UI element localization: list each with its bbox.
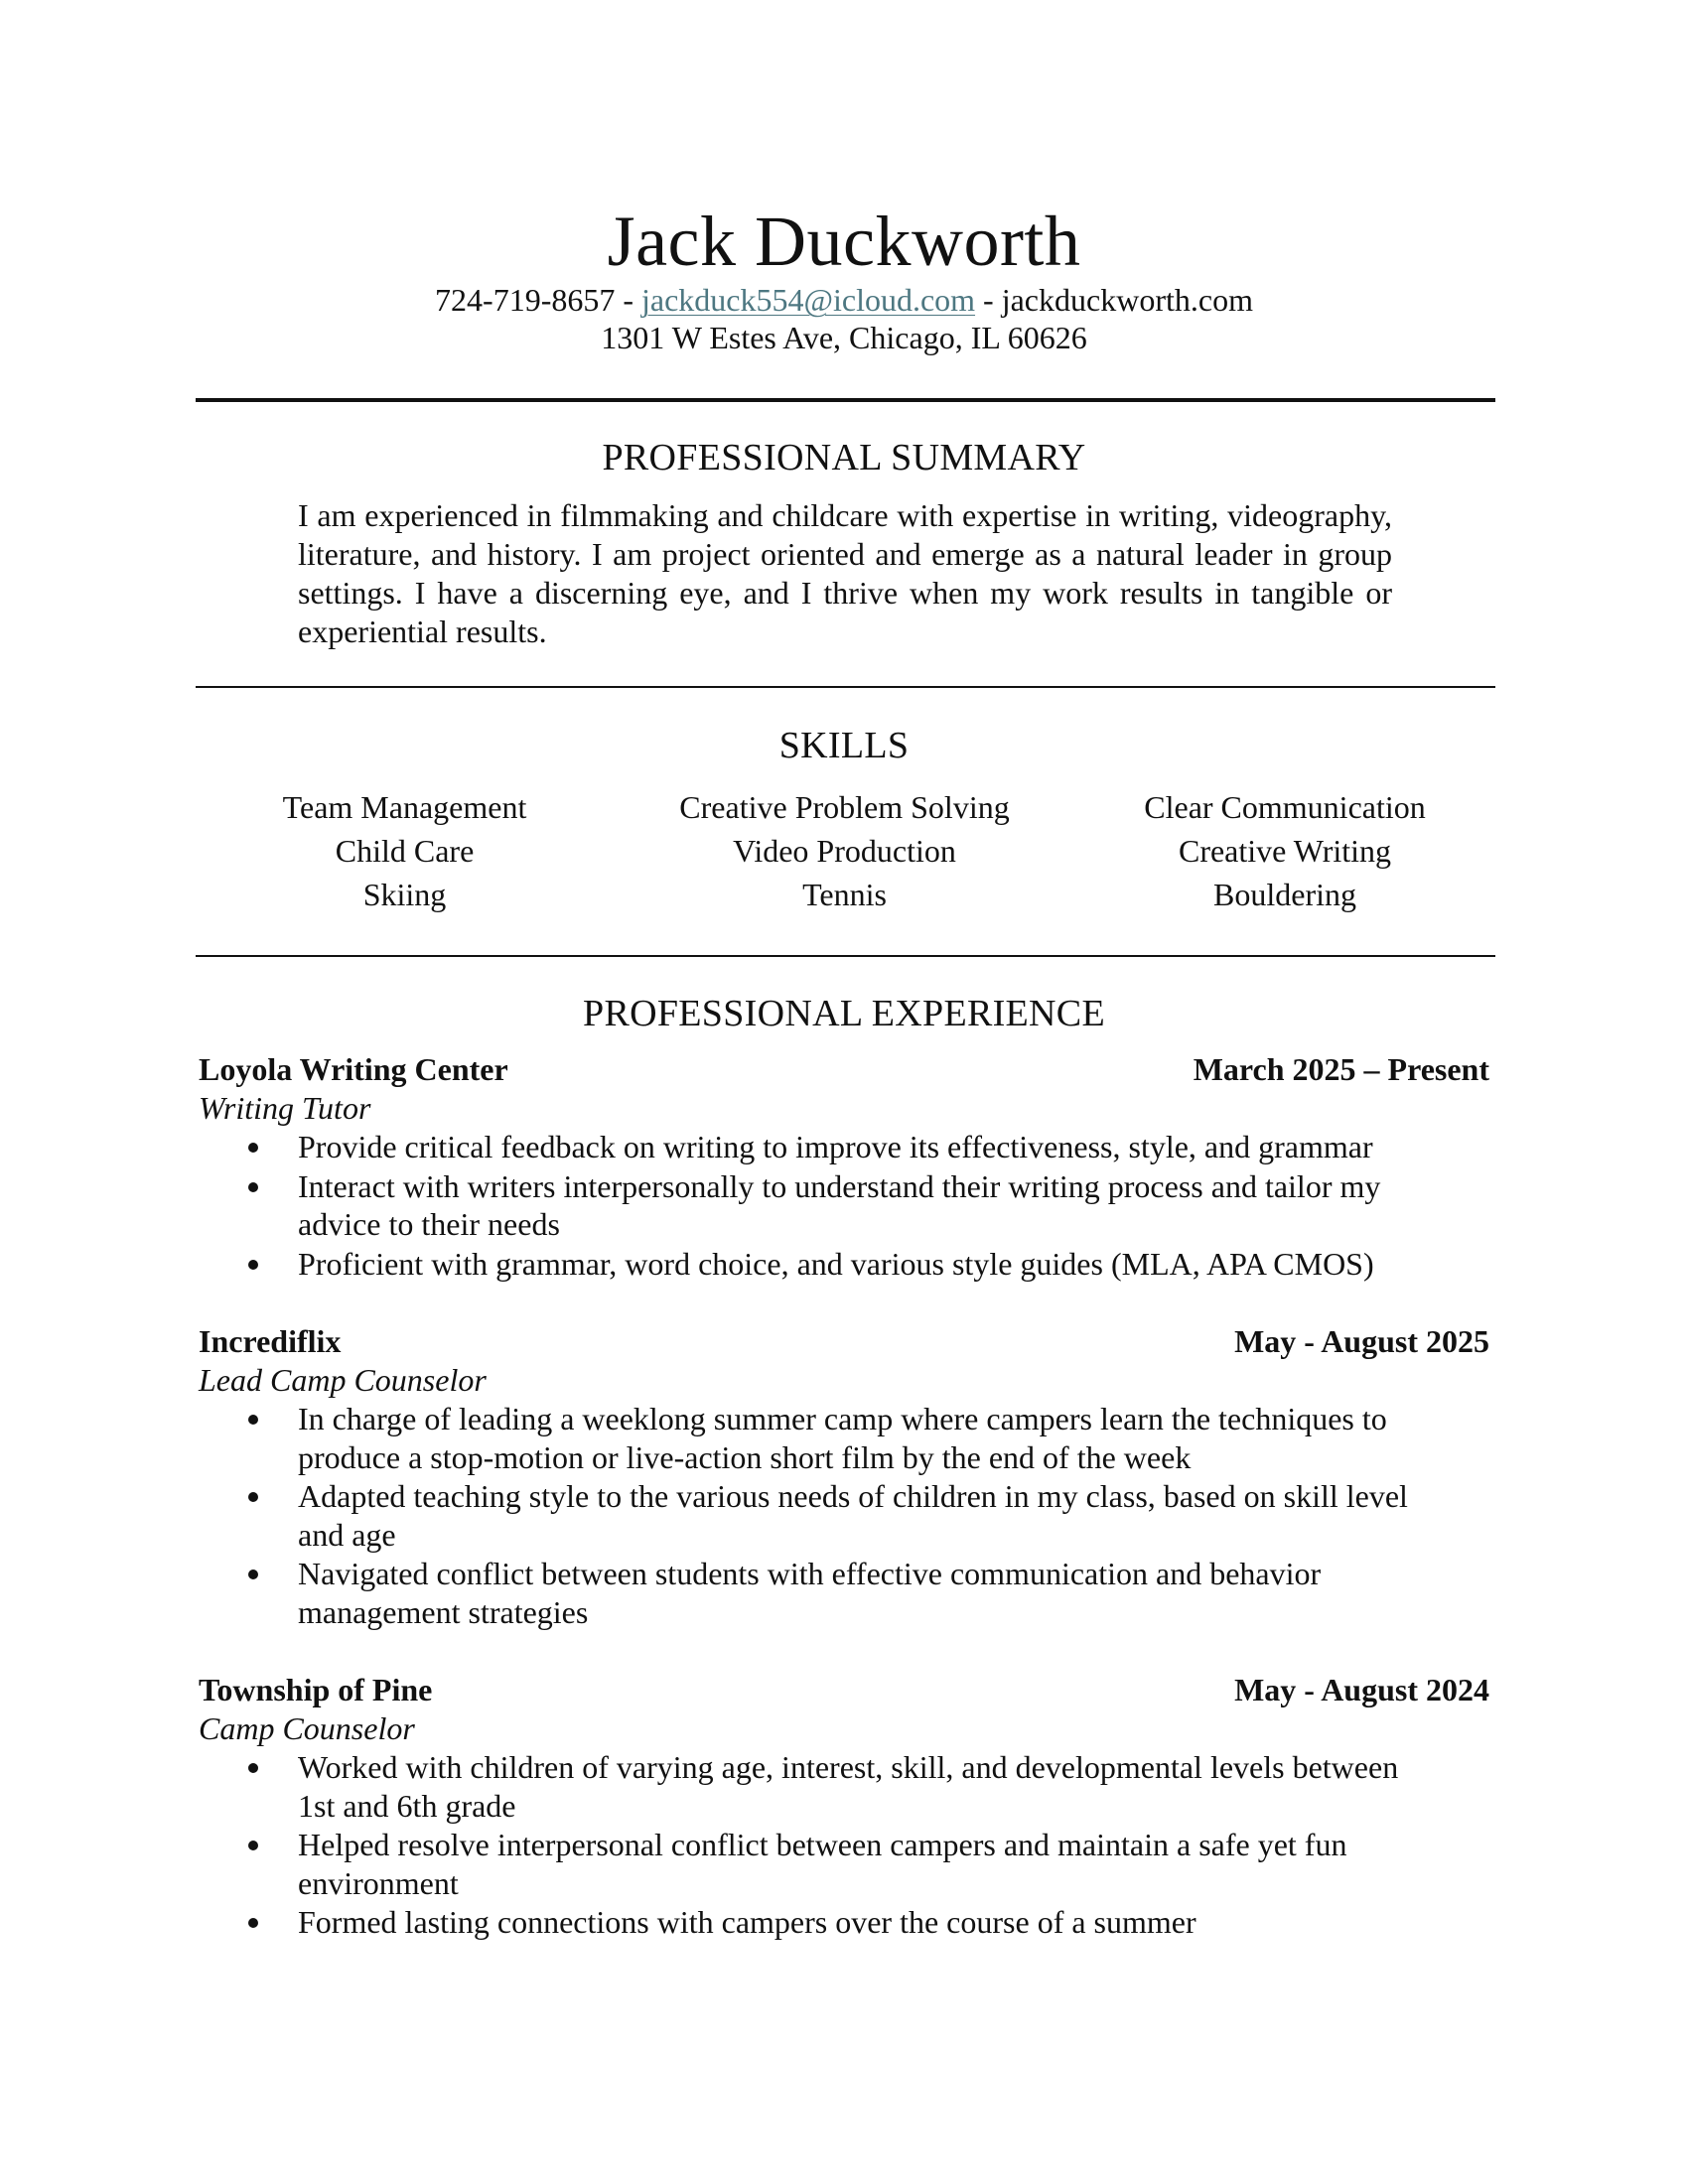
section-divider xyxy=(196,686,1495,688)
job-bullets xyxy=(199,1748,1489,1942)
job-entry xyxy=(199,1049,1489,1284)
job-role: Camp Counselor xyxy=(199,1710,415,1746)
bullet-text: Navigated conflict between students with effective communication and behavior management strategies xyxy=(298,1556,1322,1630)
bullet-text: Formed lasting connections with campers over the course of a summer xyxy=(298,1904,1196,1940)
bullet-icon xyxy=(248,1143,258,1153)
skill-item: Creative Problem Solving xyxy=(679,789,1010,825)
bullet-icon xyxy=(248,1841,258,1850)
bullet-text: Worked with children of varying age, interest, skill, and developmental levels between 1st and 6th grade xyxy=(298,1749,1399,1824)
bullet-text: Adapted teaching style to the various needs of children in my class, based on skill level and age xyxy=(298,1478,1408,1553)
job-bullet xyxy=(199,1826,1489,1902)
header-divider xyxy=(196,398,1495,402)
bullet-icon xyxy=(248,1415,258,1425)
candidate-name: Jack Duckworth xyxy=(607,202,1081,281)
job-entry xyxy=(199,1321,1489,1632)
skill-item: Clear Communication xyxy=(1144,789,1426,825)
job-company: Township of Pine xyxy=(199,1672,433,1707)
skill-item: Video Production xyxy=(733,833,956,869)
job-bullet xyxy=(199,1400,1489,1476)
bullet-icon xyxy=(248,1492,258,1502)
contact-line xyxy=(0,280,1688,320)
job-bullet xyxy=(199,1555,1489,1631)
job-bullets xyxy=(199,1400,1489,1631)
skill-item: Creative Writing xyxy=(1178,833,1392,869)
summary-heading: PROFESSIONAL SUMMARY xyxy=(602,437,1086,478)
job-company: Loyola Writing Center xyxy=(199,1051,508,1087)
skills-grid xyxy=(185,785,1505,916)
skill-item: Bouldering xyxy=(1213,877,1356,912)
job-role: Lead Camp Counselor xyxy=(199,1362,487,1398)
job-dates: March 2025 – Present xyxy=(1193,1051,1489,1087)
skill-item: Tennis xyxy=(802,877,887,912)
bullet-icon xyxy=(248,1763,258,1773)
job-bullet xyxy=(199,1748,1489,1825)
skill-item: Child Care xyxy=(335,833,475,869)
bullet-icon xyxy=(248,1918,258,1928)
job-bullet xyxy=(199,1477,1489,1554)
job-bullet xyxy=(199,1245,1489,1284)
skill-item: Team Management xyxy=(282,789,527,825)
bullet-text: Proficient with grammar, word choice, and various style guides (MLA, APA CMOS) xyxy=(298,1245,1374,1282)
bullet-text: Helped resolve interpersonal conflict between campers and maintain a safe yet fun environment xyxy=(298,1827,1347,1901)
job-role: Writing Tutor xyxy=(199,1090,371,1126)
contact-separator: - xyxy=(615,282,641,318)
email-link[interactable]: jackduck554@icloud.com xyxy=(641,282,976,318)
phone-number: 724-719-8657 xyxy=(435,282,616,318)
job-header xyxy=(199,1670,1489,1709)
job-dates: May - August 2024 xyxy=(1234,1672,1489,1707)
bullet-text: Provide critical feedback on writing to improve its effectiveness, style, and grammar xyxy=(298,1129,1373,1164)
bullet-text: In charge of leading a weeklong summer camp where campers learn the techniques to produce a stop-motion or live-action short film by the end of the week xyxy=(298,1401,1387,1475)
summary-text: I am experienced in filmmaking and childcare with expertise in writing, videography, literature, and history. I am project oriented and emerge as a natural leader in group settings. I have a discerning eye, and I thrive when my work results in tangible or experiential results. xyxy=(298,497,1392,649)
job-entry xyxy=(199,1670,1489,1943)
skill-item: Skiing xyxy=(362,877,447,912)
website: jackduckworth.com xyxy=(1001,282,1253,318)
address: 1301 W Estes Ave, Chicago, IL 60626 xyxy=(601,320,1087,355)
bullet-icon xyxy=(248,1260,258,1270)
skills-heading: SKILLS xyxy=(778,725,910,766)
bullet-icon xyxy=(248,1182,258,1192)
job-bullets xyxy=(199,1128,1489,1283)
bullet-text: Interact with writers interpersonally to understand their writing process and tailor my advice to their needs xyxy=(298,1167,1381,1242)
job-header xyxy=(199,1049,1489,1089)
section-divider xyxy=(196,955,1495,957)
job-bullet xyxy=(199,1128,1489,1166)
job-company: Incrediflix xyxy=(199,1323,342,1359)
contact-separator: - xyxy=(975,282,1002,318)
bullet-icon xyxy=(248,1570,258,1579)
job-bullet xyxy=(199,1167,1489,1244)
job-bullet xyxy=(199,1903,1489,1942)
job-header xyxy=(199,1321,1489,1361)
job-dates: May - August 2025 xyxy=(1234,1323,1489,1359)
experience-heading: PROFESSIONAL EXPERIENCE xyxy=(583,993,1105,1034)
